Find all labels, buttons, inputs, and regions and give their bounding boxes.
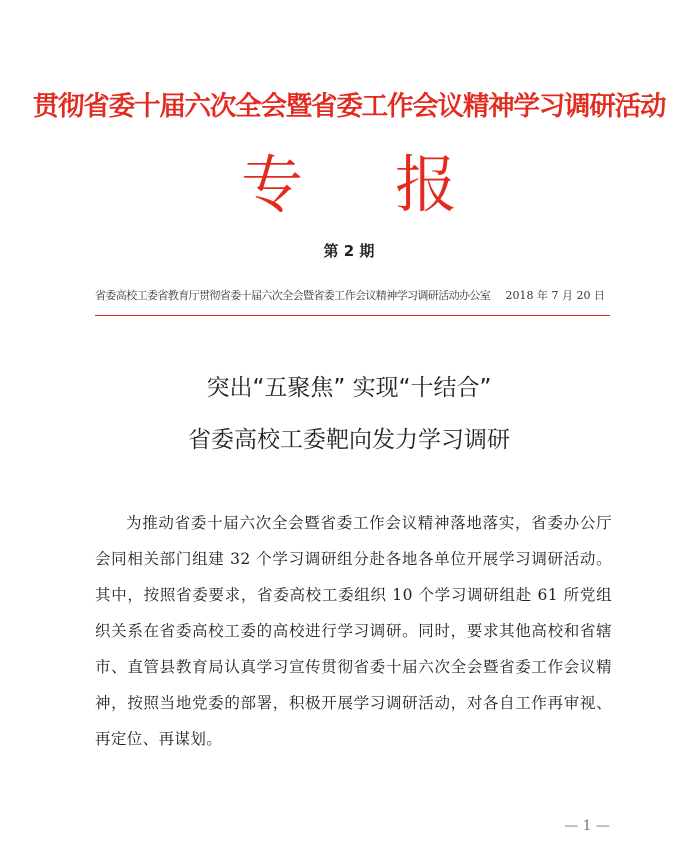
header-title: 贯彻省委十届六次全会暨省委工作会议精神学习调研活动	[32, 91, 666, 122]
page-number: — 1 —	[564, 818, 610, 834]
article-title-line-1: 突出“五聚焦” 实现“十结合”	[206, 375, 492, 401]
issue-date: 2018 年 7 月 20 日	[505, 289, 605, 302]
body-paragraph: 为推动省委十届六次全会暨省委工作会议精神落地落实，省委办公厅会同相关部门组建 32 个学习调研组分赴各地各单位开展学习调研活动。其中，按照省委要求，省委高校工委组织 10 个学习调研组赴 61 所党组织关系在省委高校工委的高校进行学习调研。同时，要求其他高校和省辖市、直管县教育局认真学习宣传贯彻省委十届六次全会暨省委工作会议精神，按照当地党委的部署，积极开展学习调研活动，对各自工作再审视、再定位、再谋划。	[95, 514, 612, 748]
issuer: 省委高校工委省教育厅贯彻省委十届六次全会暨省委工作会议精神学习调研活动办公室	[95, 289, 491, 302]
red-divider-line	[95, 315, 610, 316]
issuer-line	[95, 287, 605, 303]
article-title-line-2: 省委高校工委靶向发力学习调研	[188, 427, 510, 453]
issue-number: 第 2 期	[323, 242, 375, 260]
bulletin-title-char-2: 报	[395, 148, 458, 221]
bulletin-title	[0, 150, 698, 220]
bulletin-title-char-1: 专	[240, 148, 303, 221]
